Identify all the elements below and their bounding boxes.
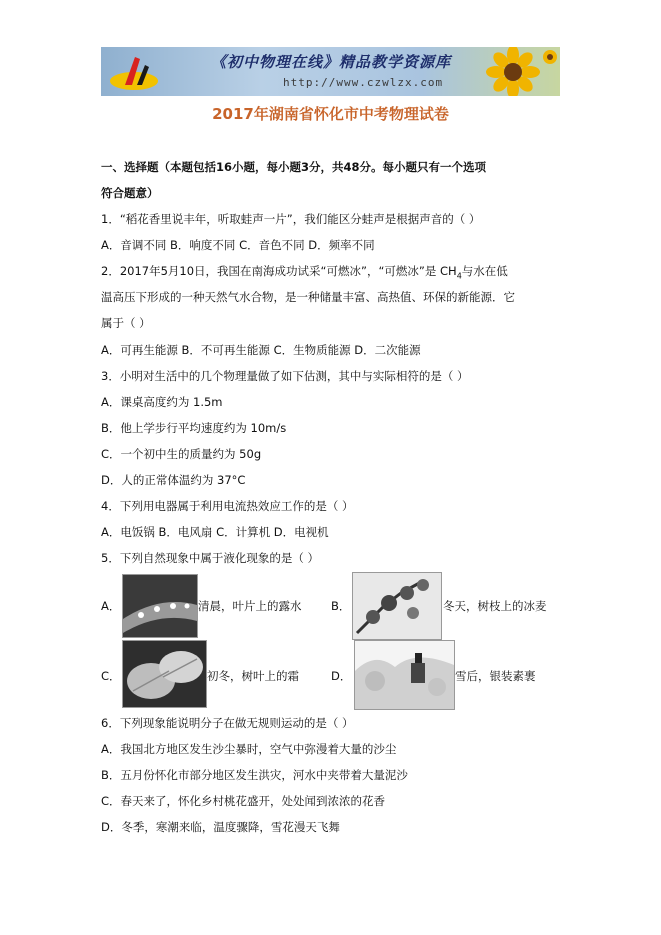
q5-option-d-image — [354, 640, 455, 710]
q2-stem-line1: 2．2017年5月10日，我国在南海成功试采“可燃冰”，“可燃冰”是 $CH_4$与水在低 — [101, 264, 508, 281]
q2-stem-line3: 属于（ ） — [101, 316, 151, 330]
q3-option-a: A．课桌高度约为 1.5m — [101, 395, 223, 409]
q5-option-d-text: 雪后，银装素裹 — [455, 669, 536, 683]
q5-option-a-image — [122, 574, 198, 638]
q3-option-d: D．人的正常体温约为 37°C — [101, 473, 246, 487]
site-logo-icon — [107, 51, 161, 93]
q4-options: A．电饭锅 B．电风扇 C．计算机 D．电视机 — [101, 525, 329, 539]
dew-leaf-icon — [123, 575, 197, 637]
q5-option-b-text: 冬天，树枝上的冰麦 — [443, 599, 547, 613]
document-title: 2017年湖南省怀化市中考物理试卷 — [212, 105, 449, 123]
q5-option-b-image — [352, 572, 442, 640]
q6-stem: 6．下列现象能说明分子在做无规则运动的是（ ） — [101, 716, 354, 730]
q5-option-a-text: 清晨，叶片上的露水 — [198, 599, 302, 613]
q5-option-c-letter: C． — [101, 669, 121, 683]
q1-options: A．音调不同 B．响度不同 C．音色不同 D．频率不同 — [101, 238, 375, 252]
q6-option-d: D．冬季，寒潮来临，温度骤降，雪花漫天飞舞 — [101, 820, 340, 834]
frost-branch-icon — [353, 573, 441, 639]
q2-options: A．可再生能源 B．不可再生能源 C．生物质能源 D．二次能源 — [101, 343, 421, 357]
q2-stem-line2: 温高压下形成的一种天然气水合物，是一种储量丰富、高热值、环保的新能源．它 — [101, 290, 515, 304]
section-heading-cont: 符合题意） — [101, 186, 159, 200]
q1-stem: 1．“稻花香里说丰年，听取蛙声一片”，我们能区分蛙声是根据声音的（ ） — [101, 212, 481, 226]
snow-scene-icon — [355, 641, 454, 709]
q5-option-a-letter: A． — [101, 599, 121, 613]
frost-leaf-icon — [123, 641, 206, 707]
banner-url[interactable]: http://www.czwlzx.com — [283, 76, 444, 89]
q4-stem: 4．下列用电器属于利用电流热效应工作的是（ ） — [101, 499, 354, 513]
section-heading: 一、选择题（本题包括16小题，每小题3分，共48分。每小题只有一个选项 — [101, 160, 487, 174]
q5-option-d-letter: D． — [331, 669, 352, 683]
q6-option-a: A．我国北方地区发生沙尘暴时，空气中弥漫着大量的沙尘 — [101, 742, 397, 756]
banner-title: 《初中物理在线》精品教学资源库 — [211, 53, 452, 71]
q6-option-c: C．春天来了，怀化乡村桃花盛开，处处闻到浓浓的花香 — [101, 794, 386, 808]
q3-stem: 3．小明对生活中的几个物理量做了如下估测，其中与实际相符的是（ ） — [101, 369, 469, 383]
q5-stem: 5．下列自然现象中属于液化现象的是（ ） — [101, 551, 319, 565]
header-banner — [101, 47, 560, 96]
q3-option-b: B．他上学步行平均速度约为 10m/s — [101, 421, 287, 435]
q5-option-b-letter: B． — [331, 599, 351, 613]
q6-option-b: B．五月份怀化市部分地区发生洪灾，河水中夹带着大量泥沙 — [101, 768, 408, 782]
q5-option-c-text: 初冬，树叶上的霜 — [207, 669, 299, 683]
sunflower-decoration-icon — [468, 47, 558, 96]
q5-option-c-image — [122, 640, 207, 708]
q3-option-c: C．一个初中生的质量约为 50g — [101, 447, 262, 461]
